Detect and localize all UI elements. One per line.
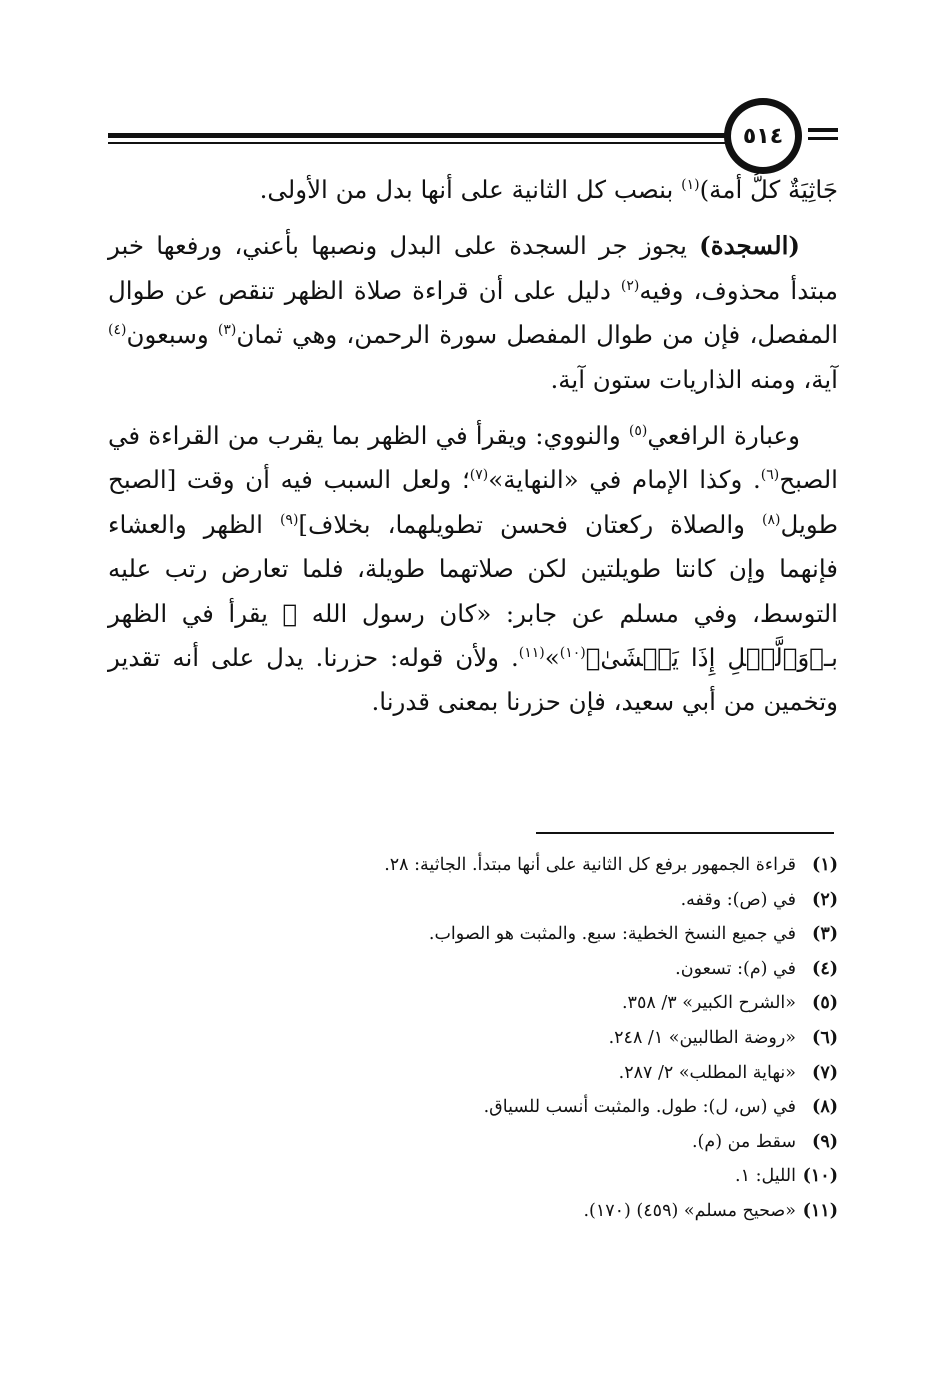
footnote-number: (٧) [812, 1062, 838, 1083]
footnote-ref-1[interactable]: (١) [681, 177, 700, 193]
text-run: الظهر والعشاء فإنهما وإن كانتا طويلتين لكن صلاتهما طويلة، فلما تعارض رتب عليه التوسط، وفي مسلم عن جابر: «كان رسول الله ﷺ يقرأ في الظهر بـ﴿وَٱلَّيۡلِ إِذَا يَغۡشَىٰ﴾ [108, 509, 838, 673]
page-number-badge [724, 98, 802, 174]
term-sajda: (السجدة) [699, 231, 800, 261]
footnote-ref-7[interactable]: (٧) [469, 467, 489, 484]
paragraph-3 [108, 414, 838, 725]
header-rule-right-lower [808, 137, 838, 140]
footnote-ref-2[interactable]: (٢) [620, 277, 640, 294]
paragraph-1 [108, 168, 838, 212]
footnote-number: (١١) [802, 1200, 838, 1221]
text-run: دليل على أن قراءة صلاة الظهر تنقص عن طوال المفصل، فإن من طوال المفصل سورة الرحمن، وهي ثمان [108, 275, 839, 350]
main-text [108, 168, 838, 725]
footnote-number: (١٠) [802, 1166, 838, 1187]
footnote-ref-10[interactable]: (١٠) [559, 645, 586, 662]
footnote-10 [108, 1159, 838, 1194]
footnote-number: (٦) [812, 1027, 838, 1048]
footnote-text: في (م): تسعون. [675, 958, 796, 979]
footnote-ref-3[interactable]: (٣) [217, 322, 237, 339]
text-run: وعبارة الرافعي [647, 421, 801, 451]
footnote-number: (٣) [812, 924, 838, 945]
text-run: والصلاة ركعتان فحسن تطويلهما، بخلاف] [298, 509, 762, 539]
footnote-11 [108, 1194, 838, 1229]
text-run: والنووي: ويقرأ في الظهر بما يقرب من القراءة في الصبح [108, 421, 838, 495]
footnote-text: في جميع النسخ الخطية: سبع. والمثبت هو الصواب. [428, 924, 796, 945]
text-run: بنصب كل الثانية على أنها بدل من الأولى. [259, 175, 682, 204]
header-rule-thick [108, 133, 730, 138]
footnote-ref-8[interactable]: (٨) [762, 511, 781, 528]
footnote-8 [108, 1090, 838, 1125]
footnotes [108, 848, 838, 1229]
footnote-divider [536, 832, 834, 834]
footnote-1 [108, 848, 838, 883]
text-run: وسبعون [126, 320, 218, 350]
footnote-text: «روضة الطالبين» ١/ ٢٤٨. [608, 1027, 796, 1048]
footnote-text: في (ص): وقفه. [680, 889, 796, 910]
footnote-number: (٥) [812, 993, 838, 1014]
footnote-2 [108, 883, 838, 918]
text-run: ؛ ولعل السبب فيه أن وقت [الصبح طويل [108, 465, 838, 539]
footnote-text: «الشرح الكبير» ٣/ ٣٥٨. [621, 993, 796, 1014]
footnote-ref-9[interactable]: (٩) [279, 511, 299, 528]
footnote-text: قراءة الجمهور برفع كل الثانية على أنها مبتدأ. الجاثية: ٢٨. [384, 855, 796, 875]
footnote-text: «نهاية المطلب» ٢/ ٢٨٧. [618, 1062, 796, 1083]
footnote-7 [108, 1056, 838, 1091]
header-rule-thin [108, 142, 730, 144]
text-run: يجوز جر السجدة على البدل ونصبها بأعني، ورفعها خبر مبتدأ محذوف، وفيه [108, 231, 838, 305]
footnote-number: (١) [812, 855, 838, 875]
footnote-ref-6[interactable]: (٦) [760, 467, 780, 484]
paragraph-2 [108, 224, 838, 402]
footnote-4 [108, 952, 838, 987]
text-run: . ولأن قوله: حزرنا. يدل على أنه تقدير وتخمين من أبي سعيد، فإن حزرنا بمعنى قدرنا. [108, 643, 838, 717]
footnote-number: (٨) [812, 1097, 838, 1118]
footnote-number: (٩) [812, 1131, 838, 1152]
footnote-number: (٤) [812, 958, 838, 979]
footnote-5 [108, 986, 838, 1021]
footnote-text: «صحيح مسلم» (٤٥٩) (١٧٠). [583, 1200, 796, 1221]
page-header [0, 90, 948, 180]
footnote-ref-11[interactable]: (١١) [518, 645, 545, 662]
footnote-6 [108, 1021, 838, 1056]
text-run: جَاثِيَةٌ كلُّ أمة) [699, 175, 838, 204]
footnote-text: سقط من (م). [691, 1131, 796, 1152]
text-run: آية، ومنه الذاريات ستون آية. [550, 364, 838, 394]
footnote-text: في (س، ل): طول. والمثبت أنسب للسياق. [483, 1097, 796, 1118]
text-run: » [544, 643, 560, 673]
footnote-3 [108, 917, 838, 952]
footnote-9 [108, 1125, 838, 1160]
footnote-ref-4[interactable]: (٤) [108, 322, 127, 339]
footnote-number: (٢) [812, 889, 838, 910]
text-run: . وكذا الإمام في «النهاية» [488, 465, 761, 495]
header-rule-right [808, 128, 838, 132]
footnote-ref-5[interactable]: (٥) [628, 423, 648, 440]
page-number: ٥١٤ [742, 123, 784, 149]
footnote-text: الليل: ١. [735, 1166, 796, 1187]
